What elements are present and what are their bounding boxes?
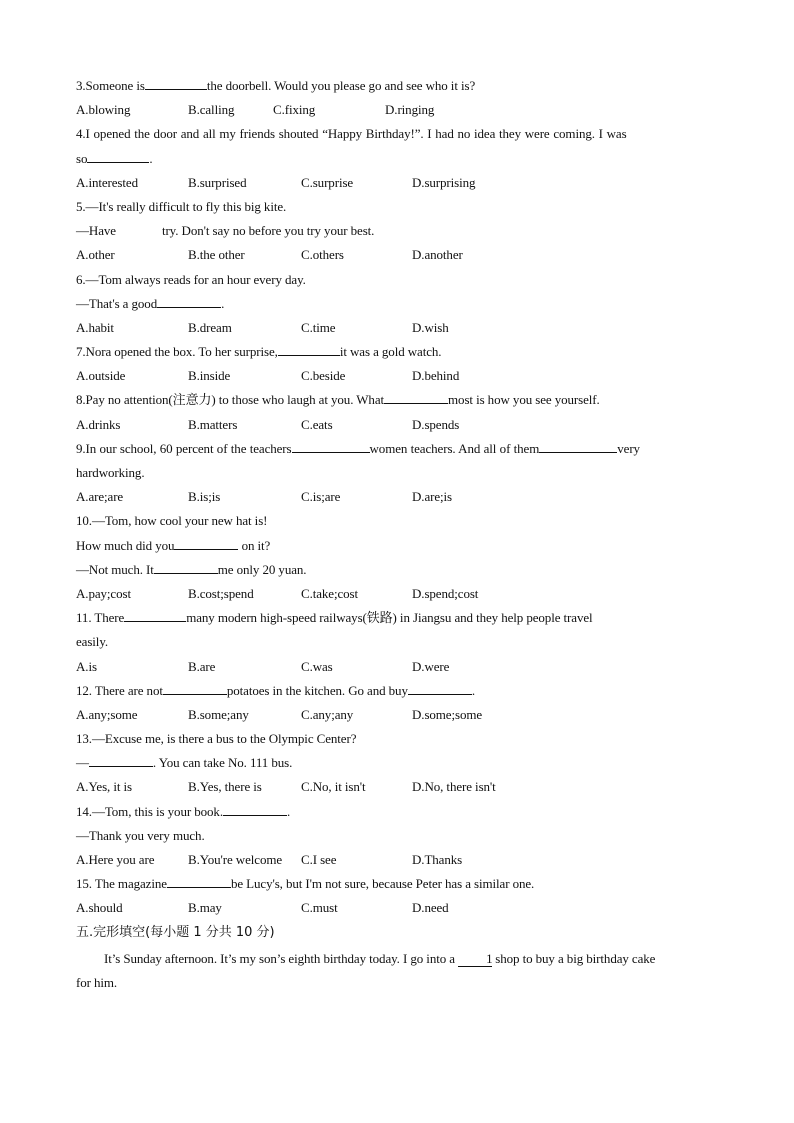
answer-blank[interactable] xyxy=(408,682,472,695)
question-15: 15. The magazine be Lucy's, but I'm not sure, because Peter has a similar one. xyxy=(76,876,535,892)
section-title: 五.完形填空(每小题 1 分共 10 分) xyxy=(76,924,275,940)
option-d[interactable]: D.surprising xyxy=(412,174,476,190)
options xyxy=(76,848,719,872)
option-b[interactable]: B.cost;spend xyxy=(188,585,254,601)
options xyxy=(76,655,719,679)
option-c[interactable]: C.No, it isn't xyxy=(301,779,366,795)
option-a[interactable]: A.are;are xyxy=(76,489,124,505)
option-c[interactable]: C.I see xyxy=(301,852,337,867)
question-8: 8.Pay no attention(注意力) to those who laugh at you. What most is how you see yourself. xyxy=(76,392,600,408)
option-c[interactable]: C.is;are xyxy=(301,489,341,505)
option-a[interactable]: A.is xyxy=(76,658,97,674)
question-7: 7.Nora opened the box. To her surprise, it was a gold watch. xyxy=(76,344,442,360)
option-d[interactable]: D.were xyxy=(412,658,450,674)
options xyxy=(76,896,719,920)
options xyxy=(76,413,719,437)
question-10-cont: How much did you on it? xyxy=(76,537,271,553)
passage-line: It’s Sunday afternoon. It’s my son’s eighth birthday today. I go into a 1 shop to buy a big birthday cake xyxy=(104,950,656,966)
option-b[interactable]: B.is;is xyxy=(188,489,221,505)
answer-blank[interactable] xyxy=(157,295,221,308)
answer-blank[interactable] xyxy=(145,77,207,90)
options xyxy=(76,243,719,267)
option-a[interactable]: A.any;some xyxy=(76,706,138,722)
option-d[interactable]: D.spend;cost xyxy=(412,585,479,601)
option-a[interactable]: A.blowing xyxy=(76,102,131,118)
answer-blank[interactable] xyxy=(174,537,238,550)
options xyxy=(76,703,719,727)
question-11: 11. There many modern high-speed railways(铁路) in Jiangsu and they help people travel xyxy=(76,610,593,626)
option-b[interactable]: B.dream xyxy=(188,319,232,335)
passage-line: for him. xyxy=(76,974,118,990)
question-9: 9.In our school, 60 percent of the teachers women teachers. And all of them very xyxy=(76,440,640,456)
option-c[interactable]: C.time xyxy=(301,319,336,335)
option-b[interactable]: B.surprised xyxy=(188,174,247,190)
question-4: 4.I opened the door and all my friends shouted “Happy Birthday!”. I had no idea they were coming. I was xyxy=(76,126,627,142)
option-b[interactable]: B.are xyxy=(188,658,216,674)
question-3 xyxy=(76,74,719,98)
question-10: 10.—Tom, how cool your new hat is! xyxy=(76,513,268,529)
option-b[interactable]: B.You're welcome xyxy=(188,852,283,867)
option-c[interactable]: C.was xyxy=(301,658,333,674)
option-c[interactable]: C.any;any xyxy=(301,706,354,722)
cloze-blank-1[interactable]: 1 xyxy=(458,952,492,967)
option-b[interactable]: B.the other xyxy=(188,247,245,263)
option-d[interactable]: D.are;is xyxy=(412,489,452,505)
options xyxy=(76,316,719,340)
option-a[interactable]: A.drinks xyxy=(76,416,121,432)
option-d[interactable]: D.another xyxy=(412,247,463,263)
answer-blank[interactable] xyxy=(89,754,153,767)
options xyxy=(76,171,719,195)
question-5: 5.—It's really difficult to fly this big kite. xyxy=(76,198,287,214)
answer-blank[interactable] xyxy=(124,609,186,622)
option-c[interactable]: C.beside xyxy=(301,368,346,384)
option-b[interactable]: B.some;any xyxy=(188,706,249,722)
option-d[interactable]: D.No, there isn't xyxy=(412,779,496,795)
option-c[interactable]: C.must xyxy=(301,900,338,916)
question-12: 12. There are not potatoes in the kitchen. Go and buy . xyxy=(76,682,476,698)
option-b[interactable]: B.inside xyxy=(188,368,231,384)
answer-blank[interactable] xyxy=(163,682,227,695)
question-13: 13.—Excuse me, is there a bus to the Olympic Center? xyxy=(76,731,357,747)
question-text: the doorbell. Would you please go and see who it is? xyxy=(206,78,476,93)
option-c[interactable]: C.fixing xyxy=(273,102,316,118)
answer-blank[interactable] xyxy=(87,150,149,163)
option-a[interactable]: A.Yes, it is xyxy=(76,779,132,795)
question-14-cont: —Thank you very much. xyxy=(76,827,205,843)
option-a[interactable]: A.habit xyxy=(76,319,114,335)
exam-page xyxy=(76,74,719,995)
option-c[interactable]: C.others xyxy=(301,247,344,263)
answer-blank[interactable] xyxy=(539,440,617,453)
answer-blank[interactable] xyxy=(167,875,231,888)
option-d[interactable]: D.Thanks xyxy=(412,852,463,867)
option-a[interactable]: A.Here you are xyxy=(76,852,155,867)
option-a[interactable]: A.interested xyxy=(76,174,138,190)
question-13-cont: — . You can take No. 111 bus. xyxy=(76,755,293,771)
option-b[interactable]: B.calling xyxy=(188,102,235,118)
options xyxy=(76,364,719,388)
option-b[interactable]: B.Yes, there is xyxy=(188,779,262,795)
option-d[interactable]: D.some;some xyxy=(412,706,483,722)
options xyxy=(76,775,719,799)
question-6-cont: —That's a good . xyxy=(76,295,225,311)
option-a[interactable]: A.other xyxy=(76,247,115,263)
question-text: 3.Someone is xyxy=(76,78,145,93)
option-c[interactable]: C.surprise xyxy=(301,174,354,190)
answer-blank[interactable] xyxy=(292,440,370,453)
option-a[interactable]: A.should xyxy=(76,900,123,916)
question-11-cont: easily. xyxy=(76,634,109,650)
option-d[interactable]: D.ringing xyxy=(385,102,435,118)
options xyxy=(76,485,719,509)
option-c[interactable]: C.take;cost xyxy=(301,585,359,601)
answer-blank[interactable] xyxy=(223,803,287,816)
answer-blank[interactable] xyxy=(154,561,218,574)
options xyxy=(76,98,719,122)
question-5-cont: —Have try. Don't say no before you try your best. xyxy=(76,223,375,239)
answer-blank[interactable] xyxy=(384,391,448,404)
question-10-cont: —Not much. It me only 20 yuan. xyxy=(76,561,307,577)
question-4-cont: so . xyxy=(76,150,153,166)
option-d[interactable]: D.wish xyxy=(412,319,449,335)
option-a[interactable]: A.pay;cost xyxy=(76,585,131,601)
question-9-cont: hardworking. xyxy=(76,465,145,480)
question-6: 6.—Tom always reads for an hour every day. xyxy=(76,271,306,287)
option-b[interactable]: B.may xyxy=(188,900,222,916)
options xyxy=(76,582,719,606)
question-14: 14.—Tom, this is your book. . xyxy=(76,803,291,819)
option-b[interactable]: B.matters xyxy=(188,416,238,432)
option-d[interactable]: D.need xyxy=(412,900,449,916)
option-d[interactable]: D.behind xyxy=(412,368,460,384)
option-d[interactable]: D.spends xyxy=(412,416,460,432)
option-c[interactable]: C.eats xyxy=(301,416,333,432)
option-a[interactable]: A.outside xyxy=(76,368,126,384)
answer-blank[interactable] xyxy=(278,343,340,356)
